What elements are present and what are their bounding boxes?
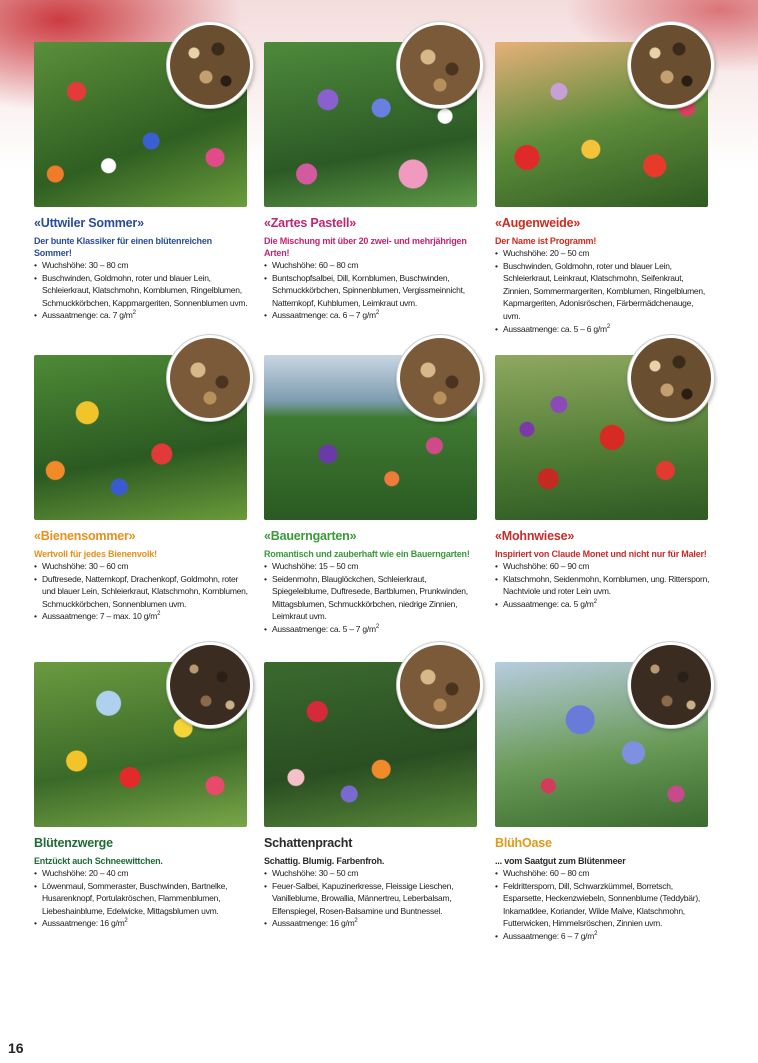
mix-contents: • Feldrittersporn, Dill, Schwarzkümmel, Borretsch, Esparsette, Heckenzwiebeln, Sonnenblume (Teddybär), Inkamatklee, Koriander, Wilde Malve, Klatschmohn, Futterwicken, Himmelsröschen, Zinnien uvm. <box>495 880 710 930</box>
sowing-rate: • Aussaatmenge: ca. 5 – 7 $g/m^2$ <box>264 623 479 636</box>
spec-list <box>495 247 710 335</box>
spec-list <box>264 867 479 930</box>
sowing-rate: • Aussaatmenge: ca. 5 $g/m^2$ <box>495 598 710 611</box>
spec-list <box>495 867 710 943</box>
card-title: BlühOase <box>495 836 552 850</box>
sowing-rate: • Aussaatmenge: ca. 5 – 6 $g/m^2$ <box>495 323 710 336</box>
seed-closeup-image <box>397 642 483 728</box>
card-subtitle: Entzückt auch Schneewittchen. <box>34 856 163 866</box>
seed-mix-card <box>264 355 479 636</box>
card-title: Schattenpracht <box>264 836 353 850</box>
mix-contents: • Buntschopfsalbei, Dill, Kornblumen, Buschwinden, Schmuckkörbchen, Spinnenblumen, Vergissmeinnicht, Natternkopf, Kuhblumen, Leimkraut uvm. <box>264 272 479 310</box>
flower-photo <box>495 355 708 520</box>
mix-contents: • Seidenmohn, Blauglöckchen, Schleierkraut, Spiegeleiblume, Duftresede, Bartblumen, Prunkwinden, Mittagsblumen, Schmuckkörbchen, niedrige Zinnien, Leimkraut uvm. <box>264 573 479 623</box>
card-subtitle: Der bunte Klassiker für einen blütenreichen Sommer! <box>34 236 212 258</box>
seed-closeup-image <box>167 335 253 421</box>
spec-list <box>264 560 479 636</box>
mix-contents: • Klatschmohn, Seidenmohn, Kornblumen, ung. Rittersporn, Nachtviole und roter Lein uvm. <box>495 573 710 598</box>
growth-height: • Wuchshöhe: 60 – 90 cm <box>495 560 710 573</box>
seed-closeup-image <box>167 642 253 728</box>
flower-photo <box>34 355 247 520</box>
mix-contents: • Löwenmaul, Sommeraster, Buschwinden, Bartnelke, Husarenknopf, Portulakröschen, Flammenblumen, Liebeshainblume, Edelwicke, Mittagsblumen uvm. <box>34 880 249 918</box>
growth-height: • Wuchshöhe: 20 – 40 cm <box>34 867 249 880</box>
seed-mix-card <box>495 355 710 610</box>
growth-height: • Wuchshöhe: 30 – 80 cm <box>34 259 249 272</box>
seed-mix-card <box>34 355 249 623</box>
flower-photo <box>264 662 477 827</box>
seed-closeup-image <box>397 335 483 421</box>
flower-photo <box>495 42 708 207</box>
card-subtitle: Romantisch und zauberhaft wie ein Bauerngarten! <box>264 549 470 559</box>
spec-list <box>34 867 249 930</box>
flower-photo <box>34 42 247 207</box>
seed-closeup-image <box>628 642 714 728</box>
sowing-rate: • Aussaatmenge: 16 $g/m^2$ <box>34 917 249 930</box>
card-title: «Bauerngarten» <box>264 529 357 543</box>
spec-list <box>495 560 710 610</box>
growth-height: • Wuchshöhe: 30 – 60 cm <box>34 560 249 573</box>
card-title: «Augenweide» <box>495 216 581 230</box>
growth-height: • Wuchshöhe: 60 – 80 cm <box>264 259 479 272</box>
card-subtitle: Inspiriert von Claude Monet und nicht nur für Maler! <box>495 549 707 559</box>
flower-photo <box>264 355 477 520</box>
card-title: «Uttwiler Sommer» <box>34 216 144 230</box>
card-title: «Zartes Pastell» <box>264 216 356 230</box>
sowing-rate: • Aussaatmenge: ca. 7 $g/m^2$ <box>34 309 249 322</box>
mix-contents: • Buschwinden, Goldmohn, roter und blauer Lein, Schleierkraut, Leinkraut, Klatschmohn, Seifenkraut, Zinnien, Sommermargeriten, Kornblumen, Ringelblumen, Kapmargeriten, Adonisröschen, Färbermädchenauge, uvm. <box>495 260 710 323</box>
card-title: «Bienensommer» <box>34 529 136 543</box>
sowing-rate: • Aussaatmenge: 6 – 7 $g/m^2$ <box>495 930 710 943</box>
flower-photo <box>34 662 247 827</box>
growth-height: • Wuchshöhe: 60 – 80 cm <box>495 867 710 880</box>
sowing-rate: • Aussaatmenge: 16 $g/m^2$ <box>264 917 479 930</box>
seed-mix-card <box>495 662 710 943</box>
flower-photo <box>495 662 708 827</box>
spec-list <box>264 259 479 322</box>
card-subtitle: Die Mischung mit über 20 zwei- und mehrjährigen Arten! <box>264 236 467 258</box>
growth-height: • Wuchshöhe: 15 – 50 cm <box>264 560 479 573</box>
growth-height: • Wuchshöhe: 20 – 50 cm <box>495 247 710 260</box>
seed-mix-card <box>495 42 710 335</box>
flower-photo <box>264 42 477 207</box>
card-subtitle: ... vom Saatgut zum Blütenmeer <box>495 856 626 866</box>
mix-contents: • Duftresede, Natternkopf, Drachenkopf, Goldmohn, roter und blauer Lein, Schleierkraut, Klatschmohn, Kornblumen, Schmuckkörbchen, Sonnenblumen uvm. <box>34 573 249 611</box>
seed-mix-card <box>264 42 479 322</box>
card-subtitle: Schattig. Blumig. Farbenfroh. <box>264 856 385 866</box>
sowing-rate: • Aussaatmenge: ca. 6 – 7 $g/m^2$ <box>264 309 479 322</box>
card-title: «Mohnwiese» <box>495 529 575 543</box>
growth-height: • Wuchshöhe: 30 – 50 cm <box>264 867 479 880</box>
mix-contents: • Feuer-Salbei, Kapuzinerkresse, Fleissige Lieschen, Vanilleblume, Browallia, Männertreu, Leberbalsam, Elfenspiegel, Rosen-Balsamine und Buntnessel. <box>264 880 479 918</box>
mix-contents: • Buschwinden, Goldmohn, roter und blauer Lein, Schleierkraut, Klatschmohn, Kornblumen, Ringelblumen, Schmuckkörbchen, Kappmargeriten, Sonnenblumen uvm. <box>34 272 249 310</box>
seed-closeup-image <box>167 22 253 108</box>
spec-list <box>34 259 249 322</box>
card-subtitle: Der Name ist Programm! <box>495 236 597 246</box>
card-subtitle: Wertvoll für jedes Bienenvolk! <box>34 549 157 559</box>
seed-closeup-image <box>628 335 714 421</box>
seed-closeup-image <box>397 22 483 108</box>
seed-closeup-image <box>628 22 714 108</box>
sowing-rate: • Aussaatmenge: 7 – max. 10 $g/m^2$ <box>34 610 249 623</box>
seed-mix-card <box>264 662 479 930</box>
page-number: 16 <box>8 1040 24 1056</box>
card-title: Blütenzwerge <box>34 836 113 850</box>
spec-list <box>34 560 249 623</box>
seed-mix-card <box>34 42 249 322</box>
seed-mix-card <box>34 662 249 930</box>
